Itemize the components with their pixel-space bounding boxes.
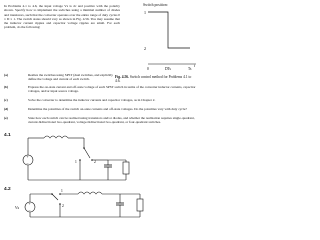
ts-label: Ts (188, 67, 192, 71)
pos1-label: 1 (144, 10, 146, 15)
caption-text: Switch control method for Problems 4.1 to 4.6. (115, 75, 192, 84)
lead-text: For each problem, do the following: (4, 21, 120, 30)
item-label: (d) (4, 107, 9, 111)
item-text: Realize the switches using SPST (dual switches, and explicitly define the voltage and current of each switch. (28, 73, 113, 82)
switch-figure-title: Switch position: (143, 3, 168, 7)
item-text: Solve the converter to determine the inductor currents and capacitor voltages, as in Chapter 2. (28, 98, 156, 102)
switch2-label-4-1: 2 (94, 160, 96, 164)
pos2-label: 2 (144, 46, 146, 51)
item-text: State how each switch can be realized using transistors and/or diodes, and whether the realization requires single-quadrant, current-bidirectional two-quadrant, voltage-bidirectional two-quadrant, or four-quadrant switches. (28, 116, 195, 125)
item-text: Determine the polarities of the switch on-state currents and off-state voltages. Do the polarities vary with duty cycle? (28, 107, 187, 111)
circuit-4-2 (15, 189, 143, 217)
item-label: (b) (4, 85, 9, 89)
spdt-switch-icon (52, 194, 58, 200)
problem-4-2-label: 4.2 (4, 187, 11, 192)
dts-label: DTs (165, 67, 171, 71)
item-label: (e) (4, 116, 8, 120)
switch-waveform (148, 12, 190, 48)
switch1-label-4-2: 1 (61, 189, 63, 193)
svg-text:+: + (26, 155, 29, 159)
intro-text: In Problems 4.1 to 4.6, the input voltage Vs is dc and positive with the polarity shown. Specify how to implement the switches using a minimal number of diodes and transistors, such that the converter operates over the entire range of duty cycles 0 ≤ D ≤ 1. The switch states should vary as shown in Fig. 4.56. You may assume that the inductor current ripples and capacitor voltage ripples are small. (4, 4, 120, 26)
caption-fig-label: Fig. 4.56. (115, 75, 129, 79)
item-text: Express the on-state current and off-state voltage of each SPST switch in terms of the converter inductor currents, capacitor voltages, and/or input source voltage. (28, 85, 196, 94)
spdt-switch-icon (84, 148, 90, 158)
resistor-icon (137, 199, 143, 211)
figure-caption (115, 75, 197, 83)
t0-label: 0 (147, 67, 149, 71)
problem-4-1-label: 4.1 (4, 133, 11, 138)
svg-text:–: – (28, 207, 31, 213)
resistor-icon (123, 162, 129, 174)
inductor-icon (78, 192, 102, 194)
item-label: (c) (4, 98, 8, 102)
source-label-4-2: Vs (15, 205, 19, 210)
item-label: (a) (4, 73, 8, 77)
switch2-label-4-2: 2 (62, 204, 64, 208)
switch1-label-4-1: 1 (75, 160, 77, 164)
circuit-4-1 (23, 136, 129, 180)
svg-text:–: – (26, 160, 29, 166)
inductor-icon (44, 136, 68, 138)
svg-text:+: + (28, 202, 31, 206)
t-label: t (194, 64, 195, 68)
